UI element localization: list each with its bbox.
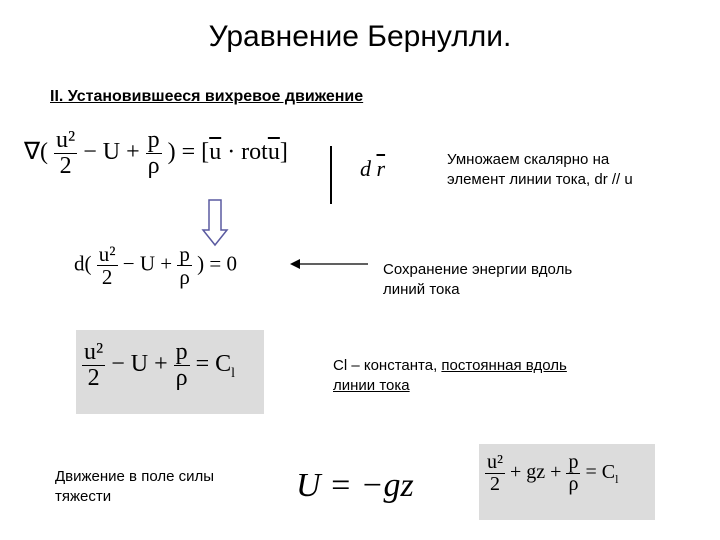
left-arrow-icon (290, 258, 370, 270)
formula-dr: d $\overline{r}$ (360, 156, 386, 181)
note-energy: Сохранение энергии вдоль линий тока (383, 261, 573, 298)
fraction-u2-over-2: $\frac{\text{u²}}{2}$ (487, 451, 503, 495)
section-subtitle: II. Установившееся вихревое движение (50, 88, 364, 105)
formula-differential: d( $\frac{\text{u²}}{2}$ − U + $\frac{p}{\rho}$ ) = 0 (74, 242, 237, 290)
note-multiply: Умножаем скалярно на элемент линии тока, dr // u (447, 151, 633, 188)
formula-bernulli-box: $\frac{\text{u²}}{2}$ − U + $\frac{p}{\rho}$ = $C_l$ (76, 330, 264, 414)
fraction-u2-over-2: $\frac{\text{u²}}{2}$ (84, 339, 104, 392)
note-gravity: Движение в поле силы тяжести (55, 468, 215, 505)
down-arrow-icon (202, 200, 228, 246)
vertical-divider (330, 146, 332, 204)
fraction-u2-over-2: $\frac{\text{u²}}{2}$ (98, 242, 116, 290)
formula-gradient (24, 128, 288, 179)
note-constant: Cl – константа, постоянная вдоль линии тока (333, 357, 567, 394)
formula-potential: U = −gz (296, 467, 414, 504)
close-bracket: ] (279, 139, 288, 166)
fraction-p-over-rho: $\frac{p}{\rho}$ (175, 339, 188, 392)
fraction-p-over-rho: $\frac{p}{\rho}$ (147, 127, 160, 180)
fraction-u2-over-2: $\frac{\text{u²}}{2}$ (56, 127, 76, 180)
nabla-symbol: ∇( (24, 139, 49, 166)
formula-gravity-box: $\frac{\text{u²}}{2}$ + gz + $\frac{p}{\rho}$ = $C_l$ (479, 444, 655, 520)
fraction-p-over-rho: $\frac{p}{\rho}$ (568, 451, 579, 495)
equals-bracket: ) = [ (167, 139, 210, 166)
fraction-p-over-rho: $\frac{p}{\rho}$ (179, 242, 190, 290)
minus-U-plus: − U + (83, 139, 140, 166)
u-vector-2: $\overline{u}$ (267, 139, 280, 166)
u-vector: $\overline{u}$ (209, 139, 222, 166)
page-title: Уравнение Бернулли. (208, 20, 512, 53)
rot-operator: · rot (221, 139, 268, 166)
